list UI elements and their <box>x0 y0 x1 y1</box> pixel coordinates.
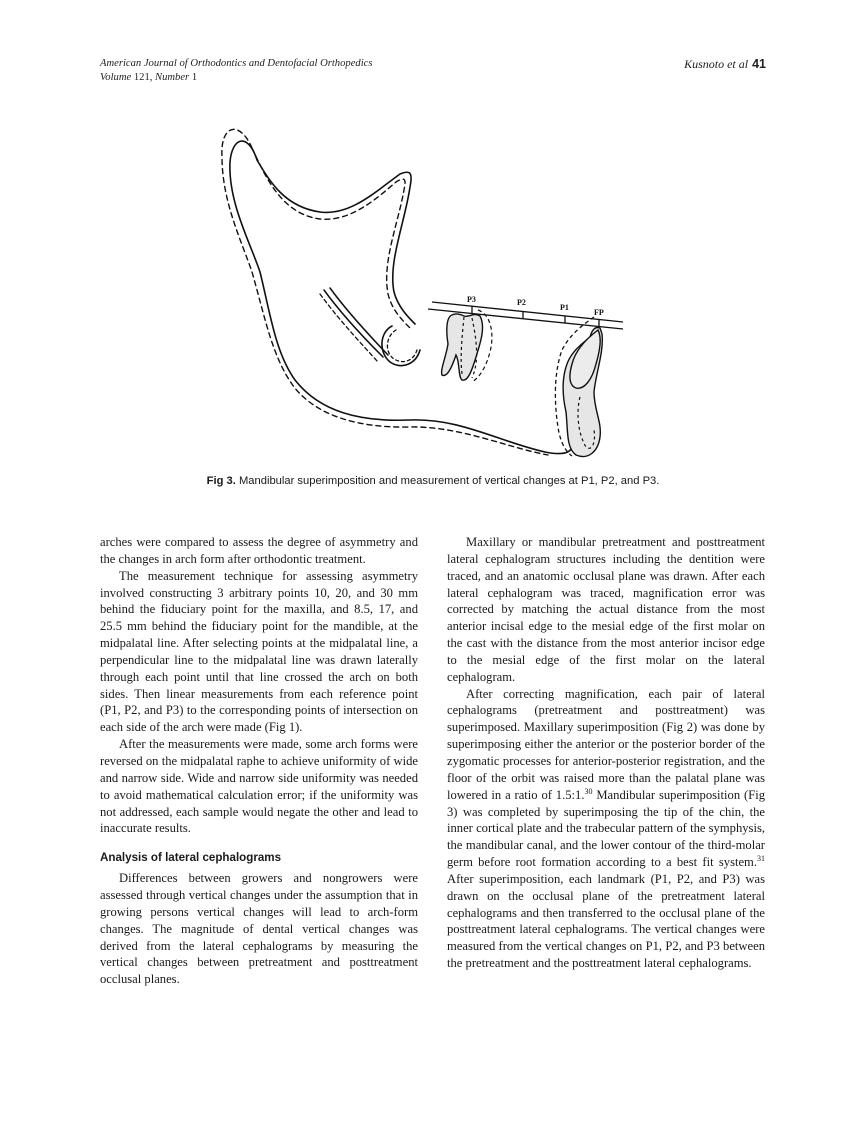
paragraph: Maxillary or mandibular pretreatment and posttreatment lateral cephalogram structures including the dentition were traced, and an anatomic occlusal plane was drawn. After each lateral cephalogram was traced, magnification error was corrected by matching the actual distance from the most anterior incisal edge to the mesial edge of the first molar on the cast with the distance from the most anterior incisor edge to the mesial edge of the first molar on the lateral cephalogram. <box>447 535 765 684</box>
third-molar-germ-dashed <box>387 330 417 362</box>
figure-mandible-superimposition <box>210 112 640 462</box>
mandibular-canal-dashed <box>320 294 378 362</box>
number-label: Number <box>155 72 190 83</box>
paragraph: Differences between growers and nongrowers were assessed through vertical changes under the assumption that in growing persons vertical changes will lead to arch-form changes. The magnitude of dental vertical changes was derived from the lateral cephalograms by measuring the vertical changes between pretreatment and posttreatment occlusal planes. <box>100 871 418 987</box>
label-p2: P2 <box>517 298 526 307</box>
mandibular-canal-solid <box>324 290 383 357</box>
paragraph <box>447 686 765 972</box>
volume-issue <box>100 71 372 85</box>
running-authors: Kusnoto et al <box>684 57 749 71</box>
incisor-symphysis <box>555 317 602 456</box>
running-head <box>100 57 766 89</box>
paragraph-text: Mandibular superimposition (Fig 3) was completed by superimposing the tip of the chin, the inner cortical plate and the trabecular pattern of the symphysis, the mandibular canal, and the lower contour of the third-molar germ before root formation according to a best fit system. <box>447 787 765 870</box>
journal-title: American Journal of Orthodontics and Dentofacial Orthopedics <box>100 58 373 69</box>
paragraph-text: After superimposition, each landmark (P1, P2, and P3) was drawn on the occlusal plane of the pretreatment lateral cephalograms and then transferred to the occlusal plane of the posttreatment lateral cephalograms. The vertical changes were measured from the vertical changes on P1, P2, and P3 between the pretreatment and the posttreatment lateral cephalograms. <box>447 871 765 971</box>
label-p3: P3 <box>467 295 476 304</box>
mandible-drawing <box>210 112 640 462</box>
paragraph: arches were compared to assess the degree of asymmetry and the changes in arch form after orthodontic treatment. <box>100 535 418 566</box>
reference-superscript: 31 <box>757 853 765 863</box>
reference-superscript: 30 <box>584 786 593 796</box>
volume-label: Volume <box>100 72 132 83</box>
mandibular-canal-solid-2 <box>330 288 388 355</box>
paragraph: The measurement technique for assessing asymmetry involved constructing 3 arbitrary points 10, 20, and 30 mm behind the fiduciary point for the maxilla, and 8.5, 17, and 25.5 mm behind the fiduciary point for the mandible, at the midpalatal line. After selecting points at the midpalatal line, a perpendicular line to the midpalatal line was drawn laterally through each point until that line crossed the arch on both sides. Then linear measurements from each reference point (P1, P2, and P3) to the corresponding points of intersection on each side of the arch were made (Fig 1). <box>100 568 418 735</box>
author-page <box>684 57 766 71</box>
page-number: 41 <box>752 57 766 71</box>
label-p1: P1 <box>560 303 569 312</box>
volume-number: 121, <box>133 72 153 83</box>
mandible-outline-dashed <box>222 129 548 455</box>
paragraph-text: After correcting magnification, each pair of lateral cephalograms (pretreatment and posttreatment) was superimposed. Maxillary superimposition (Fig 2) was done by superimposing either the anterior or the posterior border of the zygomatic processes for anterior-posterior registration, and the floor of the orbit was raised more than the palatal plane was lowered in a ratio of 1.5:1. <box>447 686 765 802</box>
left-column <box>100 534 418 988</box>
section-heading: Analysis of lateral cephalograms <box>100 851 282 865</box>
molar-tooth <box>442 310 492 382</box>
journal-citation <box>100 57 372 85</box>
paragraph: After the measurements were made, some arch forms were reversed on the midpalatal raphe to achieve uniformity of wide and narrow side. Wide and narrow side uniformity was needed to avoid mathematical calculation error; if the uniformity was not addressed, each sample would negate the other and lead to inaccurate results. <box>100 737 418 836</box>
right-column <box>447 534 765 972</box>
label-fp: FP <box>594 308 604 317</box>
issue-number: 1 <box>191 72 198 83</box>
figure-caption <box>0 474 866 488</box>
caption-text: Mandibular superimposition and measurement of vertical changes at P1, P2, and P3. <box>235 475 660 487</box>
figure-label: Fig 3. <box>206 475 236 487</box>
